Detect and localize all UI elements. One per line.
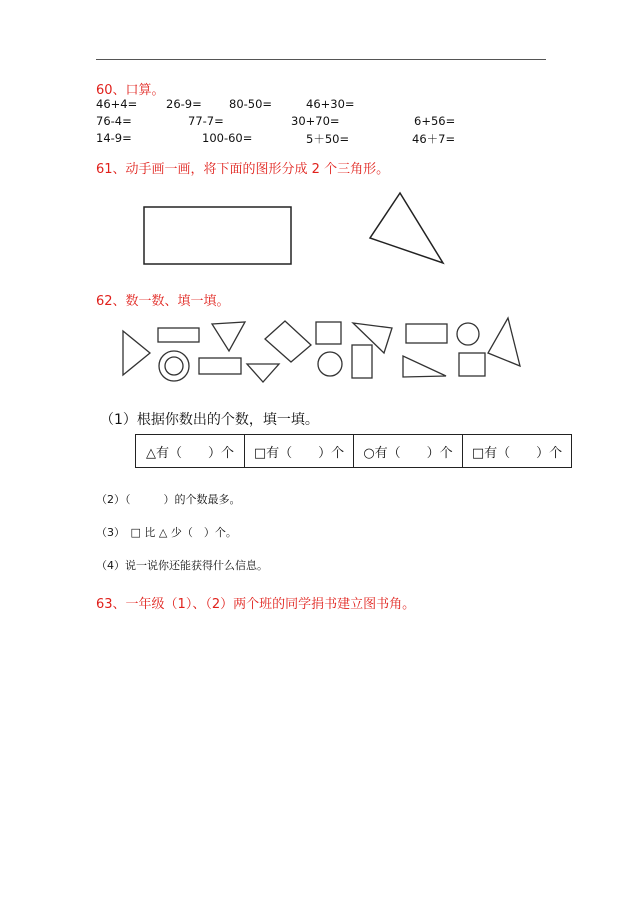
q62-title: 62、数一数、填一填。 — [96, 294, 230, 309]
q60-item: 77-7= — [188, 114, 224, 128]
rectangle-count-cell[interactable]: □有（ ）个 — [245, 435, 354, 468]
square-count-cell[interactable]: □有（ ）个 — [463, 435, 572, 468]
q63-title: 63、一年级（1）、（2）两个班的同学捐书建立图书角。 — [96, 597, 416, 612]
q62-part1: （1）根据你数出的个数，填一填。 — [100, 412, 319, 428]
circle-shape — [457, 323, 479, 345]
count-table — [135, 434, 572, 468]
q60-item: 30+70= — [291, 114, 340, 128]
q61-rectangle-shape — [144, 207, 291, 264]
q60-item: 80-50= — [229, 97, 273, 111]
triangle-shape — [123, 331, 150, 375]
square-shape — [316, 322, 341, 344]
circle-shape — [318, 352, 342, 376]
q60-item: 26-9= — [166, 97, 202, 111]
q60-item: 6+56= — [414, 114, 456, 128]
circle-shape — [159, 351, 189, 381]
q60-item: 46＋7= — [412, 132, 456, 146]
circle-shape — [165, 357, 183, 375]
q60-item: 100-60= — [202, 131, 253, 145]
circle-count-cell[interactable]: ○有（ ）个 — [354, 435, 463, 468]
triangle-count-cell[interactable]: △有（ ）个 — [136, 435, 245, 468]
q60-item: 76-4= — [96, 114, 132, 128]
q62-part2: （2）（ ）的个数最多。 — [96, 493, 241, 506]
rectangle-shape — [199, 358, 241, 374]
q60-item: 46+4= — [96, 97, 138, 111]
rectangle-shape — [352, 345, 372, 378]
triangle-shape — [488, 318, 520, 366]
q61-title: 61、动手画一画，将下面的图形分成 2 个三角形。 — [96, 162, 390, 177]
q62-part4: （4）说一说你还能获得什么信息。 — [96, 559, 268, 572]
rectangle-shape — [406, 324, 447, 343]
q61-triangle-shape — [370, 193, 443, 263]
q60-item: 5＋50= — [306, 132, 350, 146]
square-shape — [459, 353, 485, 376]
rectangle-shape — [158, 328, 199, 342]
triangle-shape — [403, 356, 446, 377]
triangle-shape — [247, 364, 279, 382]
q60-item: 46+30= — [306, 97, 355, 111]
q60-item: 14-9= — [96, 131, 132, 145]
triangle-shape — [212, 322, 245, 351]
q62-part3: （3） □ 比 △ 少（ ）个。 — [96, 526, 237, 539]
q60-title: 60、口算。 — [96, 83, 165, 98]
rectangle-shape — [265, 321, 311, 362]
